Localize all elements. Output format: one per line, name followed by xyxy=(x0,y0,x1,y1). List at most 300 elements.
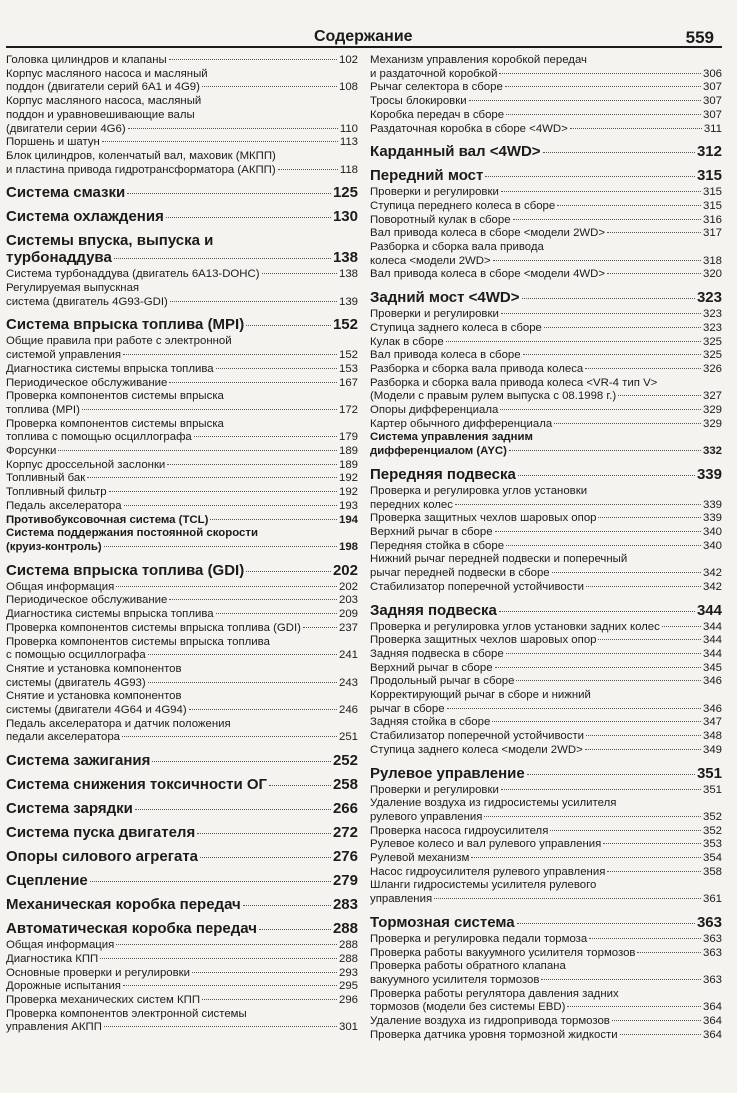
dot-leader xyxy=(516,680,701,681)
toc-entry[interactable] xyxy=(6,527,358,554)
dot-leader xyxy=(104,1026,337,1027)
toc-entry-title: (Модели с правым рулем выпуска с 08.1998 г.) xyxy=(370,390,617,403)
toc-entry[interactable] xyxy=(370,634,722,648)
toc-page-number: 279 xyxy=(332,872,358,890)
toc-page-number: 364 xyxy=(702,1001,722,1014)
page-title: Содержание xyxy=(314,28,413,45)
dot-leader xyxy=(612,1020,701,1021)
toc-entry[interactable] xyxy=(370,512,722,526)
toc-entry-title: и раздаточной коробкой xyxy=(370,67,498,80)
toc-page-number: 192 xyxy=(338,486,358,499)
toc-entry[interactable] xyxy=(370,947,722,961)
toc-page-number: 346 xyxy=(702,702,722,715)
toc-page-number: 288 xyxy=(332,920,358,938)
toc-page-number: 288 xyxy=(338,952,358,965)
toc-entry[interactable] xyxy=(370,730,722,744)
toc-entry[interactable] xyxy=(6,1008,358,1035)
toc-section[interactable] xyxy=(370,765,722,782)
toc-entry[interactable] xyxy=(6,594,358,608)
toc-page-number: 326 xyxy=(702,362,722,375)
toc-entry[interactable] xyxy=(370,485,722,512)
toc-entry[interactable] xyxy=(6,377,358,391)
toc-page-number: 266 xyxy=(332,800,358,818)
dot-leader xyxy=(513,219,701,220)
toc-page-number: 203 xyxy=(338,594,358,607)
dot-leader xyxy=(216,368,337,369)
toc-entry[interactable] xyxy=(370,431,722,458)
toc-entry-title-line: Общие правила при работе с электронной xyxy=(6,335,232,348)
toc-entry-title: Проверки и регулировки xyxy=(370,783,499,796)
dot-leader xyxy=(499,73,701,74)
toc-page-number: 363 xyxy=(702,973,722,986)
toc-entry[interactable] xyxy=(6,953,358,967)
toc-entry[interactable] xyxy=(370,540,722,554)
toc-entry-title: Проверки и регулировки xyxy=(370,308,499,321)
toc-page-number: 198 xyxy=(338,540,358,553)
toc-page-number: 153 xyxy=(338,362,358,375)
toc-entry[interactable] xyxy=(370,308,722,322)
dot-leader xyxy=(522,298,695,299)
toc-entry[interactable] xyxy=(370,526,722,540)
toc-entry[interactable] xyxy=(370,744,722,758)
toc-page-number: 344 xyxy=(696,601,722,619)
toc-section[interactable] xyxy=(6,848,358,865)
toc-entry-title-line: Разборка и сборка вала привода колеса <VR-4 тип V> xyxy=(370,376,658,389)
toc-entry[interactable] xyxy=(6,514,358,528)
dot-leader xyxy=(662,626,701,627)
toc-entry[interactable] xyxy=(6,335,358,362)
dot-leader xyxy=(607,871,701,872)
toc-entry-title: Верхний рычаг в сборе xyxy=(370,661,493,674)
toc-entry[interactable] xyxy=(370,553,722,580)
toc-entry-title: Система зажигания xyxy=(6,752,151,770)
toc-entry[interactable] xyxy=(6,663,358,690)
toc-entry-title: Топливный фильтр xyxy=(6,486,107,499)
toc-entry-title: педали акселератора xyxy=(6,731,121,744)
toc-page-number: 364 xyxy=(702,1015,722,1028)
toc-entry[interactable] xyxy=(370,1029,722,1043)
dot-leader xyxy=(202,86,337,87)
toc-page-number: 329 xyxy=(702,404,722,417)
toc-entry-title: система (двигатель 4G93-GDI) xyxy=(6,295,168,308)
toc-entry[interactable] xyxy=(370,866,722,880)
dot-leader xyxy=(192,972,337,973)
dot-leader xyxy=(102,141,338,142)
toc-entry[interactable] xyxy=(370,377,722,404)
toc-entry[interactable] xyxy=(6,718,358,745)
toc-entry-title: Рулевой механизм xyxy=(370,852,470,865)
toc-entry-title: Система зарядки xyxy=(6,800,133,818)
toc-entry-title: колеса <модели 2WD> xyxy=(370,254,491,267)
toc-page-number: 209 xyxy=(338,608,358,621)
toc-page-number: 118 xyxy=(339,163,358,176)
dot-leader xyxy=(269,785,331,786)
dot-leader xyxy=(87,477,337,478)
toc-entry[interactable] xyxy=(6,636,358,663)
dot-leader xyxy=(493,260,701,261)
dot-leader xyxy=(485,176,695,177)
toc-entry-title: Раздаточная коробка в сборе <4WD> xyxy=(370,122,568,135)
toc-entry[interactable] xyxy=(370,933,722,947)
toc-entry-title: Проверки и регулировки xyxy=(370,186,499,199)
toc-entry-title: Поворотный кулак в сборе xyxy=(370,213,511,226)
toc-entry[interactable] xyxy=(370,418,722,432)
toc-page-number: 307 xyxy=(702,81,722,94)
toc-entry[interactable] xyxy=(370,81,722,95)
toc-entry[interactable] xyxy=(6,268,358,282)
toc-entry-title: Удаление воздуха из гидропривода тормозов xyxy=(370,1015,610,1028)
toc-entry-title: Педаль акселератора xyxy=(6,499,122,512)
dot-leader xyxy=(586,586,701,587)
toc-entry[interactable] xyxy=(370,784,722,798)
toc-entry-title: Механическая коробка передач xyxy=(6,896,241,914)
toc-page-number: 325 xyxy=(702,349,722,362)
dot-leader xyxy=(506,114,701,115)
toc-entry-title: с помощью осциллографа xyxy=(6,649,146,662)
toc-entry-title-line: Удаление воздуха из гидросистемы усилителя xyxy=(370,797,617,810)
toc-entry[interactable] xyxy=(6,150,358,177)
toc-entry[interactable] xyxy=(370,838,722,852)
dot-leader xyxy=(82,409,337,410)
dot-leader xyxy=(90,881,331,882)
toc-entry-title: Ступица заднего колеса <модели 2WD> xyxy=(370,743,583,756)
dot-leader xyxy=(501,313,701,314)
dot-leader xyxy=(100,958,337,959)
toc-section[interactable] xyxy=(6,872,358,889)
toc-page-number: 125 xyxy=(332,184,358,202)
toc-page-number: 339 xyxy=(696,465,722,483)
toc-page-number: 345 xyxy=(702,661,722,674)
dot-leader xyxy=(200,857,331,858)
toc-entry[interactable] xyxy=(370,268,722,282)
dot-leader xyxy=(194,436,337,437)
toc-section[interactable] xyxy=(370,289,722,306)
toc-entry-title-line: Проверка компонентов системы впрыска xyxy=(6,417,224,430)
toc-entry-title-line: Нижний рычаг передней подвески и поперечный xyxy=(370,553,628,566)
dot-leader xyxy=(243,905,331,906)
toc-page-number: 307 xyxy=(702,95,722,108)
toc-section[interactable] xyxy=(6,920,358,937)
toc-entry-title: Передняя подвеска xyxy=(370,465,516,483)
toc-page-number: 318 xyxy=(702,254,722,267)
toc-entry[interactable] xyxy=(6,390,358,417)
toc-entry[interactable] xyxy=(6,136,358,150)
toc-entry-title: Система пуска двигателя xyxy=(6,824,196,842)
dot-leader xyxy=(109,491,337,492)
toc-entry-title-line: поддон и уравновешивающие валы xyxy=(6,108,195,121)
toc-entry[interactable] xyxy=(370,186,722,200)
toc-entry-title: Вал привода колеса в сборе <модели 4WD> xyxy=(370,268,606,281)
dot-leader xyxy=(543,152,695,153)
toc-page-number: 344 xyxy=(702,634,722,647)
toc-page-number: 138 xyxy=(332,249,358,267)
toc-page-number: 354 xyxy=(702,852,722,865)
toc-entry-title: Система турбонаддува (двигатель 6A13-DOHC) xyxy=(6,268,260,281)
toc-entry[interactable] xyxy=(370,716,722,730)
toc-entry[interactable] xyxy=(370,241,722,268)
toc-page-number: 152 xyxy=(332,316,358,334)
dot-leader xyxy=(505,86,701,87)
toc-entry[interactable] xyxy=(6,690,358,717)
toc-entry-title: управления АКПП xyxy=(6,1021,102,1034)
toc-section[interactable] xyxy=(370,466,722,483)
dot-leader xyxy=(620,1034,701,1035)
dot-leader xyxy=(116,586,337,587)
dot-leader xyxy=(550,830,701,831)
toc-entry-title: вакуумного усилителя тормозов xyxy=(370,973,540,986)
toc-entry[interactable] xyxy=(370,648,722,662)
toc-entry-title: Корпус дроссельной заслонки xyxy=(6,458,166,471)
toc-entry-title: Система охлаждения xyxy=(6,208,164,226)
toc-section[interactable] xyxy=(370,914,722,931)
toc-section[interactable] xyxy=(6,208,358,225)
toc-entry-title: Насос гидроусилителя рулевого управления xyxy=(370,865,606,878)
toc-page-number: 179 xyxy=(338,431,358,444)
toc-entry[interactable] xyxy=(6,363,358,377)
toc-entry[interactable] xyxy=(370,675,722,689)
toc-entry[interactable] xyxy=(6,608,358,622)
toc-page-number: 348 xyxy=(702,730,722,743)
dot-leader xyxy=(506,653,701,654)
toc-entry-title-line: Снятие и установка компонентов xyxy=(6,690,182,703)
toc-entry[interactable] xyxy=(6,472,358,486)
toc-entry-title: турбонаддува xyxy=(6,249,112,267)
page-header xyxy=(6,22,722,48)
toc-entry[interactable] xyxy=(6,486,358,500)
toc-page-number: 363 xyxy=(702,932,722,945)
toc-entry-title: Дорожные испытания xyxy=(6,980,121,993)
toc-page-number: 246 xyxy=(338,704,358,717)
toc-entry[interactable] xyxy=(6,994,358,1008)
toc-entry-title: Рулевое колесо и вал рулевого управления xyxy=(370,838,602,851)
toc-page-number: 315 xyxy=(702,186,722,199)
toc-entry[interactable] xyxy=(370,879,722,906)
toc-page-number: 347 xyxy=(702,716,722,729)
dot-leader xyxy=(166,217,331,218)
toc-entry[interactable] xyxy=(370,123,722,137)
toc-page-number: 351 xyxy=(696,764,722,782)
toc-entry[interactable] xyxy=(6,418,358,445)
toc-entry[interactable] xyxy=(6,282,358,309)
toc-entry[interactable] xyxy=(6,459,358,473)
toc-entry[interactable] xyxy=(6,980,358,994)
toc-page-number: 340 xyxy=(702,539,722,552)
toc-entry-title: топлива (MPI) xyxy=(6,403,80,416)
toc-entry[interactable] xyxy=(370,214,722,228)
toc-entry-title: Вал привода колеса в сборе xyxy=(370,349,521,362)
toc-entry-title: Опоры силового агрегата xyxy=(6,848,199,866)
toc-section[interactable] xyxy=(6,800,358,817)
dot-leader xyxy=(169,382,337,383)
toc-page-number: 363 xyxy=(702,946,722,959)
toc-entry-title: рулевого управления xyxy=(370,810,483,823)
toc-entry[interactable] xyxy=(6,54,358,68)
toc-entry[interactable] xyxy=(370,1015,722,1029)
dot-leader xyxy=(471,857,701,858)
dot-leader xyxy=(148,654,337,655)
dot-leader xyxy=(148,682,337,683)
toc-entry[interactable] xyxy=(6,581,358,595)
toc-page-number: 353 xyxy=(702,838,722,851)
dot-leader xyxy=(152,761,331,762)
dot-leader xyxy=(585,368,701,369)
toc-page-number: 346 xyxy=(702,675,722,688)
toc-page-number: 352 xyxy=(702,810,722,823)
toc-entry-title: Продольный рычаг в сборе xyxy=(370,675,515,688)
toc-entry-title: Общая информация xyxy=(6,580,115,593)
toc-page-number: 130 xyxy=(332,208,358,226)
toc-entry-title: Опоры дифференциала xyxy=(370,404,499,417)
toc-entry-title: топлива с помощью осциллографа xyxy=(6,431,192,444)
toc-section[interactable] xyxy=(6,824,358,841)
toc-page-number: 192 xyxy=(338,472,358,485)
toc-entry-title: дифференциалом (AYC) xyxy=(370,445,507,458)
dot-leader xyxy=(544,327,701,328)
toc-entry-title: Карданный вал <4WD> xyxy=(370,143,541,161)
toc-entry[interactable] xyxy=(370,322,722,336)
toc-entry[interactable] xyxy=(370,200,722,214)
toc-section[interactable] xyxy=(6,562,358,579)
toc-entry[interactable] xyxy=(370,336,722,350)
toc-entry-title: Задняя подвеска в сборе xyxy=(370,647,504,660)
toc-page-number: 329 xyxy=(702,417,722,430)
toc-entry[interactable] xyxy=(370,363,722,377)
dot-leader xyxy=(589,938,701,939)
dot-leader xyxy=(523,354,701,355)
toc-entry[interactable] xyxy=(370,825,722,839)
toc-entry-title: Проверка и регулировка углов установки задних колес xyxy=(370,620,660,633)
toc-page-number: 349 xyxy=(702,743,722,756)
dot-leader xyxy=(58,450,337,451)
toc-entry[interactable] xyxy=(370,581,722,595)
toc-entry-title: Диагностика системы впрыска топлива xyxy=(6,608,214,621)
dot-leader xyxy=(434,898,701,899)
dot-leader xyxy=(167,464,337,465)
toc-entry-title-line: Проверка компонентов системы впрыска xyxy=(6,390,224,403)
toc-entry[interactable] xyxy=(6,500,358,514)
toc-entry-title-line: Проверка работы регулятора давления задних xyxy=(370,987,619,1000)
toc-page-number: 340 xyxy=(702,525,722,538)
toc-entry[interactable] xyxy=(370,95,722,109)
toc-entry[interactable] xyxy=(370,227,722,241)
toc-entry[interactable] xyxy=(6,939,358,953)
toc-entry-title: Стабилизатор поперечной устойчивости xyxy=(370,580,585,593)
dot-leader xyxy=(506,545,701,546)
toc-section[interactable] xyxy=(6,316,358,333)
toc-entry-title-line: Проверка компонентов системы впрыска топлива xyxy=(6,635,270,648)
toc-entry-title: Противобуксовочная система (TCL) xyxy=(6,513,209,526)
toc-page-number: 272 xyxy=(332,824,358,842)
toc-entry-title: передних колес xyxy=(370,498,453,511)
toc-section[interactable] xyxy=(370,167,722,184)
toc-entry[interactable] xyxy=(370,54,722,81)
dot-leader xyxy=(123,354,337,355)
toc-entry[interactable] xyxy=(370,109,722,123)
toc-section[interactable] xyxy=(370,602,722,619)
toc-page-number: 344 xyxy=(702,647,722,660)
toc-entry[interactable] xyxy=(6,68,358,95)
toc-page-number: 237 xyxy=(338,621,358,634)
toc-entry-title: Периодическое обслуживание xyxy=(6,376,168,389)
toc-entry[interactable] xyxy=(6,445,358,459)
toc-entry-title: тормозов (модели без системы EBD) xyxy=(370,1001,566,1014)
toc-page-number: 344 xyxy=(702,620,722,633)
toc-section[interactable] xyxy=(6,752,358,769)
toc-entry-title: Система смазки xyxy=(6,184,126,202)
toc-entry[interactable] xyxy=(370,689,722,716)
dot-leader xyxy=(501,191,701,192)
toc-entry[interactable] xyxy=(370,960,722,987)
toc-section[interactable] xyxy=(6,896,358,913)
toc-entry-title-line: Регулируемая выпускная xyxy=(6,282,140,295)
dot-leader xyxy=(446,341,701,342)
toc-page-number: 316 xyxy=(702,213,722,226)
toc-section[interactable] xyxy=(6,184,358,201)
toc-entry-title-line: Шланги гидросистемы усилителя рулевого xyxy=(370,879,597,892)
dot-leader xyxy=(607,232,701,233)
toc-entry[interactable] xyxy=(370,662,722,676)
dot-leader xyxy=(246,325,331,326)
toc-entry-title-line: Механизм управления коробкой передач xyxy=(370,54,587,66)
dot-leader xyxy=(567,1006,701,1007)
toc-entry[interactable] xyxy=(370,404,722,418)
toc-entry-title-line: Блок цилиндров, коленчатый вал, маховик (МКПП) xyxy=(6,149,276,162)
toc-entry[interactable] xyxy=(370,621,722,635)
toc-page-number: 295 xyxy=(338,980,358,993)
toc-entry[interactable] xyxy=(6,967,358,981)
toc-section[interactable] xyxy=(6,232,358,266)
toc-entry-title: системы (двигатели 4G64 и 4G94) xyxy=(6,704,187,717)
toc-page-number: 358 xyxy=(702,865,722,878)
toc-entry-title-line: Снятие и установка компонентов xyxy=(6,662,182,675)
toc-entry-title: Система впрыска топлива (GDI) xyxy=(6,561,245,579)
dot-leader xyxy=(455,504,701,505)
toc-section[interactable] xyxy=(6,776,358,793)
dot-leader xyxy=(499,611,695,612)
toc-entry-title: Автоматическая коробка передач xyxy=(6,920,257,938)
toc-page-number: 323 xyxy=(702,308,722,321)
toc-entry[interactable] xyxy=(370,349,722,363)
toc-entry-title: Ступица заднего колеса в сборе xyxy=(370,321,542,334)
toc-page-number: 110 xyxy=(339,122,358,135)
toc-page-number: 108 xyxy=(338,81,358,94)
toc-entry-title: Проверка и регулировка педали тормоза xyxy=(370,932,588,945)
toc-entry[interactable] xyxy=(6,95,358,136)
toc-column-left xyxy=(6,54,358,1035)
toc-entry-title-line: Системы впуска, выпуска и xyxy=(6,232,214,250)
toc-entry-title: (круиз-контроль) xyxy=(6,540,102,553)
toc-page-number: 351 xyxy=(702,783,722,796)
toc-entry[interactable] xyxy=(370,988,722,1015)
toc-entry[interactable] xyxy=(370,797,722,824)
toc-entry-title: Основные проверки и регулировки xyxy=(6,966,191,979)
toc-entry-title: Стабилизатор поперечной устойчивости xyxy=(370,730,585,743)
toc-entry[interactable] xyxy=(6,622,358,636)
toc-section[interactable] xyxy=(370,143,722,160)
dot-leader xyxy=(170,301,337,302)
toc-entry-title: Проверка датчика уровня тормозной жидкости xyxy=(370,1028,618,1041)
toc-page-number: 312 xyxy=(696,143,722,161)
dot-leader xyxy=(246,571,331,572)
toc-entry[interactable] xyxy=(370,852,722,866)
toc-entry-title-line: Корпус масляного насоса и масляный xyxy=(6,67,208,80)
dot-leader xyxy=(169,59,337,60)
toc-page-number: 139 xyxy=(338,295,358,308)
dot-leader xyxy=(500,409,701,410)
dot-leader xyxy=(517,923,695,924)
toc-entry-title: Проверка компонентов системы впрыска топлива (GDI) xyxy=(6,621,301,634)
toc-page-number: 172 xyxy=(338,403,358,416)
